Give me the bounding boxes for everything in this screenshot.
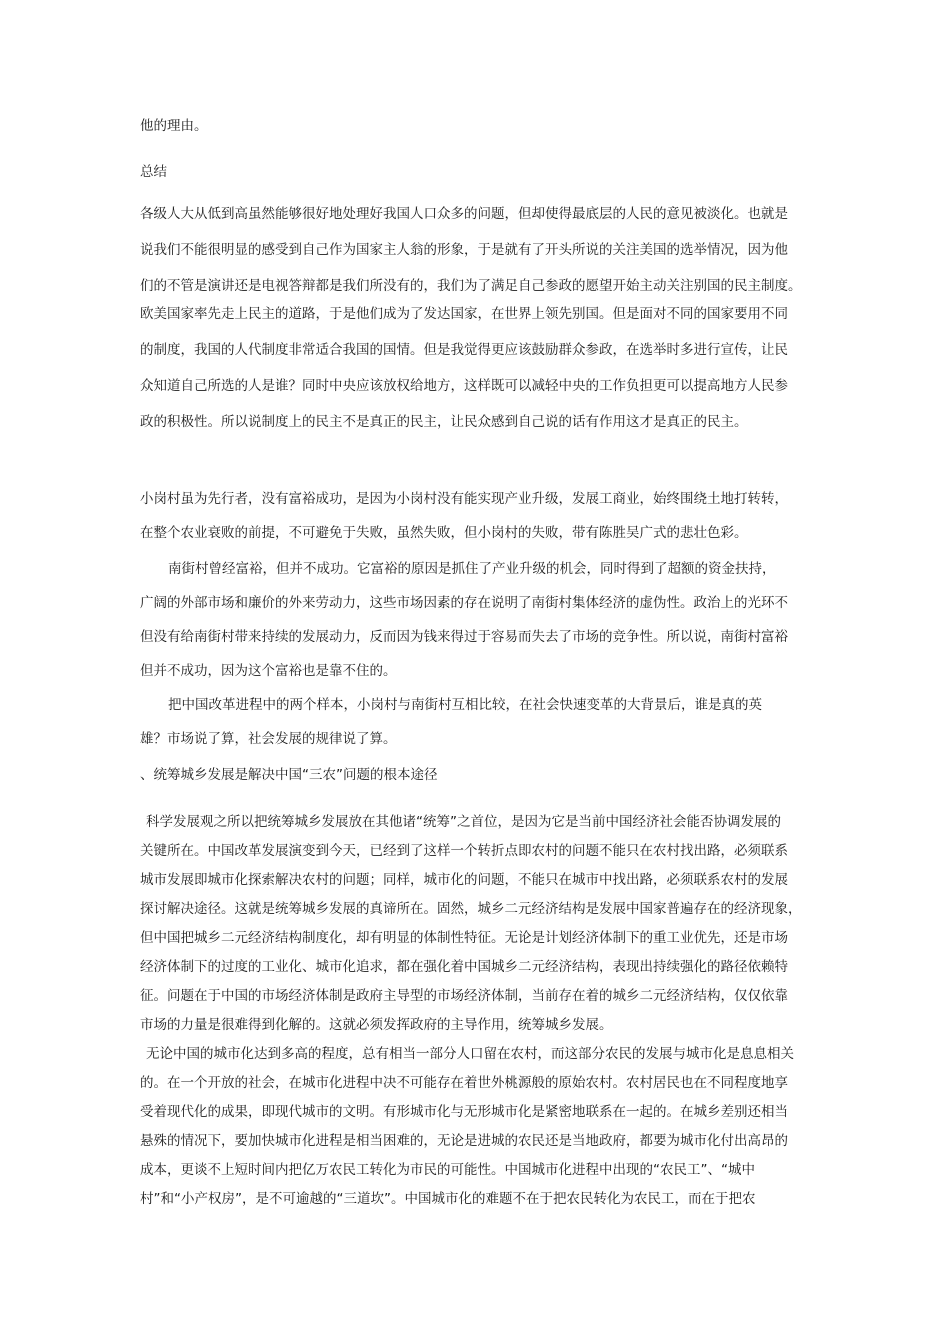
paragraph-line: 他的理由。	[140, 118, 208, 134]
paragraph-line: 探讨解决途径。这就是统筹城乡发展的真谛所在。固然，城乡二元经济结构是发展中国家普遍存在的经济现象，	[140, 901, 802, 917]
paragraph-line: 在整个农业衰败的前提，不可避免于失败，虽然失败，但小岗村的失败，带有陈胜吴广式的悲壮色彩。	[140, 525, 748, 541]
paragraph-line: 悬殊的情况下，要加快城市化进程是相当困难的，无论是进城的农民还是当地政府，都要为城市化付出高昂的	[140, 1133, 788, 1149]
paragraph-line: 城市发展即城市化探索解决农村的问题；同样，城市化的问题，不能只在城市中找出路，必须联系农村的发展	[140, 872, 788, 888]
paragraph-line: 南街村曾经富裕，但并不成功。它富裕的原因是抓住了产业升级的机会，同时得到了超额的资金扶持，	[168, 561, 776, 577]
paragraph-line: 的。在一个开放的社会，在城市化进程中决不可能存在着世外桃源般的原始农村。农村居民也在不同程度地享	[140, 1075, 788, 1091]
summary-heading	[140, 154, 810, 190]
paragraph-line: 征。问题在于中国的市场经济体制是政府主导型的市场经济体制，当前存在着的城乡二元经济结构，仅仅依靠	[140, 988, 788, 1004]
paragraph-line: 众知道自己所选的人是谁？同时中央应该放权给地方，这样既可以减轻中央的工作负担更可以提高地方人民参	[140, 378, 788, 394]
paragraph-line: 经济体制下的过度的工业化、城市化追求，都在强化着中国城乡二元经济结构，表现出持续强化的路径依赖特	[140, 959, 788, 975]
paragraph-line: 说我们不能很明显的感受到自己作为国家主人翁的形象，于是就有了开头所说的关注美国的选举情况，因为他	[140, 242, 788, 258]
paragraph-line: 雄？市场说了算，社会发展的规律说了算。	[140, 731, 397, 747]
text-fragment	[140, 108, 810, 144]
section-heading	[140, 758, 810, 792]
summary-paragraph-2	[140, 296, 810, 440]
paragraph-line: 但并不成功，因为这个富裕也是靠不住的。	[140, 663, 397, 679]
paragraph-line: 各级人大从低到高虽然能够很好地处理好我国人口众多的问题，但却使得最底层的人民的意见被淡化。也就是	[140, 206, 788, 222]
paragraph-line: 科学发展观之所以把统筹城乡发展放在其他诸“统筹”之首位，是因为它是当前中国经济社会能否协调发展的	[146, 814, 781, 830]
paragraph-line: 小岗村虽为先行者，没有富裕成功，是因为小岗村没有能实现产业升级，发展工商业，始终围绕土地打转转，	[140, 491, 788, 507]
paragraph-line: 关键所在。中国改革发展演变到今天，已经到了这样一个转折点即农村的问题不能只在农村找出路，必须联系	[140, 843, 788, 859]
paragraph-line: 成本，更谈不上短时间内把亿万农民工转化为市民的可能性。中国城市化进程中出现的“农民工”、“城中	[140, 1162, 755, 1178]
paragraph-line: 村”和“小产权房”，是不可逾越的“三道坎”。中国城市化的难题不在于把农民转化为农民工，而在于把农	[140, 1191, 756, 1207]
paragraph-line: 的制度，我国的人代制度非常适合我国的国情。但是我觉得更应该鼓励群众参政，在选举时多进行宣传，让民	[140, 342, 788, 358]
summary-paragraph-1	[140, 196, 810, 304]
paragraph-line: 但没有给南街村带来持续的发展动力，反而因为钱来得过于容易而失去了市场的竞争性。所以说，南街村富裕	[140, 629, 788, 645]
paragraph-line: 政的积极性。所以说制度上的民主不是真正的民主，让民众感到自己说的话有作用这才是真正的民主。	[140, 414, 748, 430]
paragraph-line: 欧美国家率先走上民主的道路，于是他们成为了发达国家，在世界上领先别国。但是面对不同的国家要用不同	[140, 306, 788, 322]
heading-text: 、统筹城乡发展是解决中国“三农”问题的根本途径	[140, 767, 438, 783]
village-paragraph-3	[140, 688, 810, 756]
paragraph-line: 把中国改革进程中的两个样本，小岗村与南街村互相比较，在社会快速变革的大背景后，谁是真的英	[168, 697, 762, 713]
paragraph-line: 受着现代化的成果，即现代城市的文明。有形城市化与无形城市化是紧密地联系在一起的。在城乡差别还相当	[140, 1104, 788, 1120]
paragraph-line: 市场的力量是很难得到化解的。这就必须发挥政府的主导作用，统筹城乡发展。	[140, 1017, 613, 1033]
paragraph-line: 无论中国的城市化达到多高的程度，总有相当一部分人口留在农村，而这部分农民的发展与城市化是息息相关	[146, 1046, 794, 1062]
village-paragraph-2	[140, 552, 810, 688]
heading-text: 总结	[140, 164, 167, 180]
urban-paragraph-1	[140, 808, 810, 1040]
paragraph-line: 们的不管是演讲还是电视答辩都是我们所没有的，我们为了满足自己参政的愿望开始主动关注别国的民主制度。	[140, 278, 802, 294]
village-paragraph-1	[140, 482, 810, 550]
urban-paragraph-2	[140, 1040, 810, 1214]
paragraph-line: 广阔的外部市场和廉价的外来劳动力，这些市场因素的存在说明了南街村集体经济的虚伪性。政治上的光环不	[140, 595, 788, 611]
paragraph-line: 但中国把城乡二元经济结构制度化，却有明显的体制性特征。无论是计划经济体制下的重工业优先，还是市场	[140, 930, 788, 946]
